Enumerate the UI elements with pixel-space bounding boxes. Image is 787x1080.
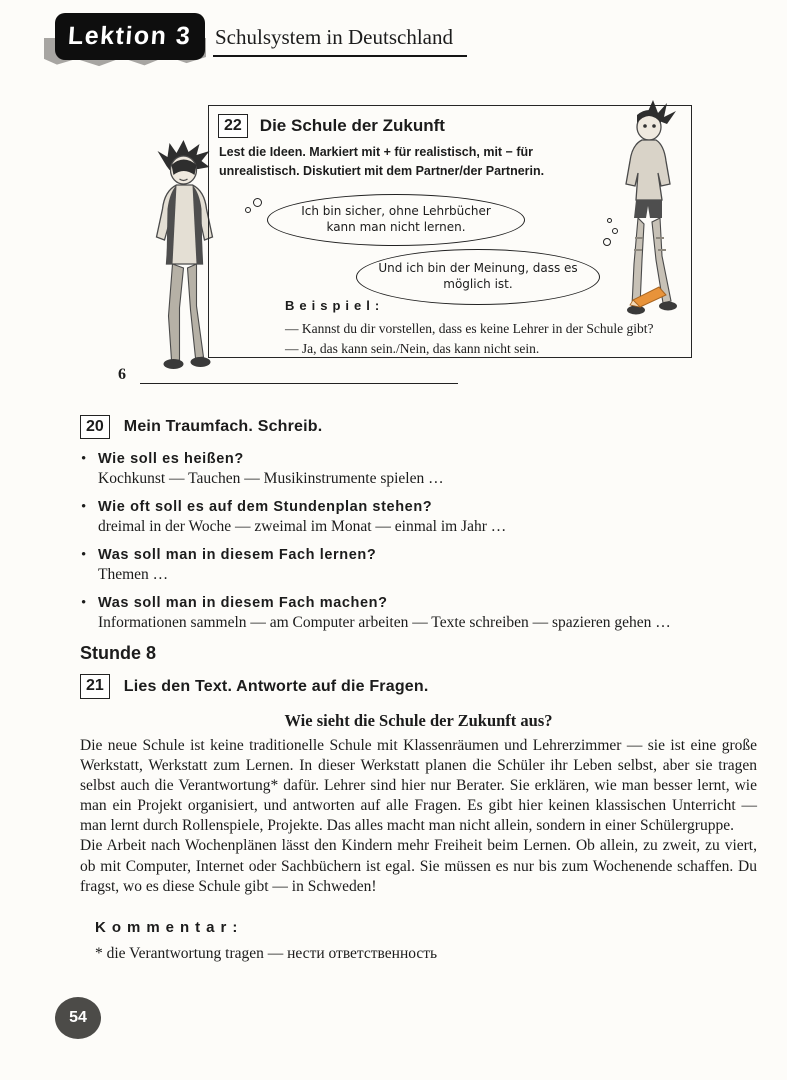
bullet-question: • Was soll man in diesem Fach machen?: [98, 595, 388, 612]
exercise-21-header: [80, 674, 757, 698]
item-6-number: 6: [118, 366, 126, 383]
beispiel-label: Beispiel:: [285, 298, 385, 313]
chapter-title: Schulsystem in Deutschland: [213, 25, 467, 57]
exercise-22-title: Die Schule der Zukunft: [259, 116, 445, 136]
bullet-item: [80, 595, 759, 632]
exercise-20-title: Mein Traumfach. Schreib.: [123, 418, 323, 436]
bubble-tail-dot: [245, 207, 251, 213]
exercise-22-number: 22: [218, 114, 248, 138]
bullet-question: • Wie oft soll es auf dem Stundenplan stehen?: [98, 499, 433, 516]
exercise-21-title: Lies den Text. Antworte auf die Fragen.: [123, 677, 429, 695]
exercise-20-header: [80, 415, 759, 439]
exercise-20-number: 20: [80, 415, 110, 439]
exercise-22-box: [208, 105, 692, 358]
bullet-answer: Kochkunst — Tauchen — Musikinstrumente spielen …: [98, 470, 444, 488]
reading-paragraph: Die neue Schule ist keine traditionelle Schule mit Klassenräumen und Lehrerzimmer — sie ist eine große Werkstatt, Werkstatt zum Lernen. In dieser Werkstatt planen die Schüler ihr Leben selbst, aber sie tragen selbst auch die Verantwortung* dafür. Lehrer sind hier nur Berater. Sie erklären, wie man besser lernt, wie man ein Projekt organisiert, und antworten auf alle Fragen. Es gibt hier keinen klassischen Unterricht — man lernt durch Rollenspiele, Projekte. Das alles macht man nicht allein, sondern in einer Schülergruppe.: [80, 736, 757, 835]
bullet-item: [80, 547, 759, 584]
item-6-blank: [118, 366, 458, 384]
exercise-21-number: 21: [80, 674, 110, 698]
kommentar-text: * die Verantwortung tragen — нести ответственность: [95, 944, 438, 962]
exercise-20-section: [80, 415, 759, 632]
bullet-answer: Informationen sammeln — am Computer arbeiten — Texte schreiben — spazieren gehen …: [98, 614, 671, 632]
pencil-illustration: [629, 284, 671, 308]
bubble-tail-dot: [253, 198, 262, 207]
bullet-question: • Was soll man in diesem Fach lernen?: [98, 547, 377, 564]
bubble-tail-dot: [607, 218, 612, 223]
bullet-item: [80, 451, 759, 488]
exercise-21-section: [80, 674, 757, 897]
speech-bubble-girl-text: Und ich bin der Meinung, dass es möglich ist.: [378, 261, 578, 291]
speech-bubble-boy-text: Ich bin sicher, ohne Lehrbücher kann man nicht lernen.: [301, 204, 491, 234]
exercise-20-bullet-list: [80, 451, 759, 632]
lektion-label: Lektion 3: [67, 22, 193, 50]
beispiel-line: — Ja, das kann sein./Nein, das kann nicht sein.: [285, 340, 540, 356]
exercise-22-instructions: Lest die Ideen. Markiert mit + für realistisch, mit − für unrealistisch. Diskutiert mit dem Partner/der Partnerin.: [219, 145, 545, 178]
beispiel-block: [285, 298, 685, 357]
bullet-answer: dreimal in der Woche — zweimal im Monat — einmal im Jahr …: [98, 518, 507, 536]
exercise-22-section: [0, 105, 787, 417]
kommentar-block: [95, 919, 757, 963]
kommentar-label: Kommentar:: [95, 918, 244, 936]
main-content: [0, 415, 787, 963]
bullet-answer: Themen …: [98, 566, 169, 584]
page-number: 54: [69, 1009, 87, 1026]
beispiel-line: — Kannst du dir vorstellen, dass es keine Lehrer in der Schule gibt?: [285, 321, 654, 336]
lektion-banner: [55, 13, 205, 60]
bubble-tail-dot: [612, 228, 618, 234]
speech-bubble-girl: [356, 249, 600, 305]
blank-answer-line: [140, 370, 458, 384]
bubble-tail-dot: [603, 238, 611, 246]
bullet-item: [80, 499, 759, 536]
stunde-heading: Stunde 8: [80, 643, 157, 664]
reading-text-title: Wie sieht die Schule der Zukunft aus?: [284, 710, 553, 730]
reading-paragraph: Die Arbeit nach Wochenplänen lässt den Kindern mehr Freiheit beim Lernen. Ob allein, zu zweit, zu viert, ob mit Computer, Internet oder Sachbüchern ist egal. Sie müssen es nur bis zum Wochenende schaffen. Du fragst, wo es diese Schule gibt — in Schweden!: [80, 837, 757, 895]
bullet-question: • Wie soll es heißen?: [98, 451, 244, 468]
page-number-badge: [55, 997, 101, 1039]
exercise-22-header: [218, 114, 691, 138]
speech-bubble-boy: [267, 194, 525, 246]
